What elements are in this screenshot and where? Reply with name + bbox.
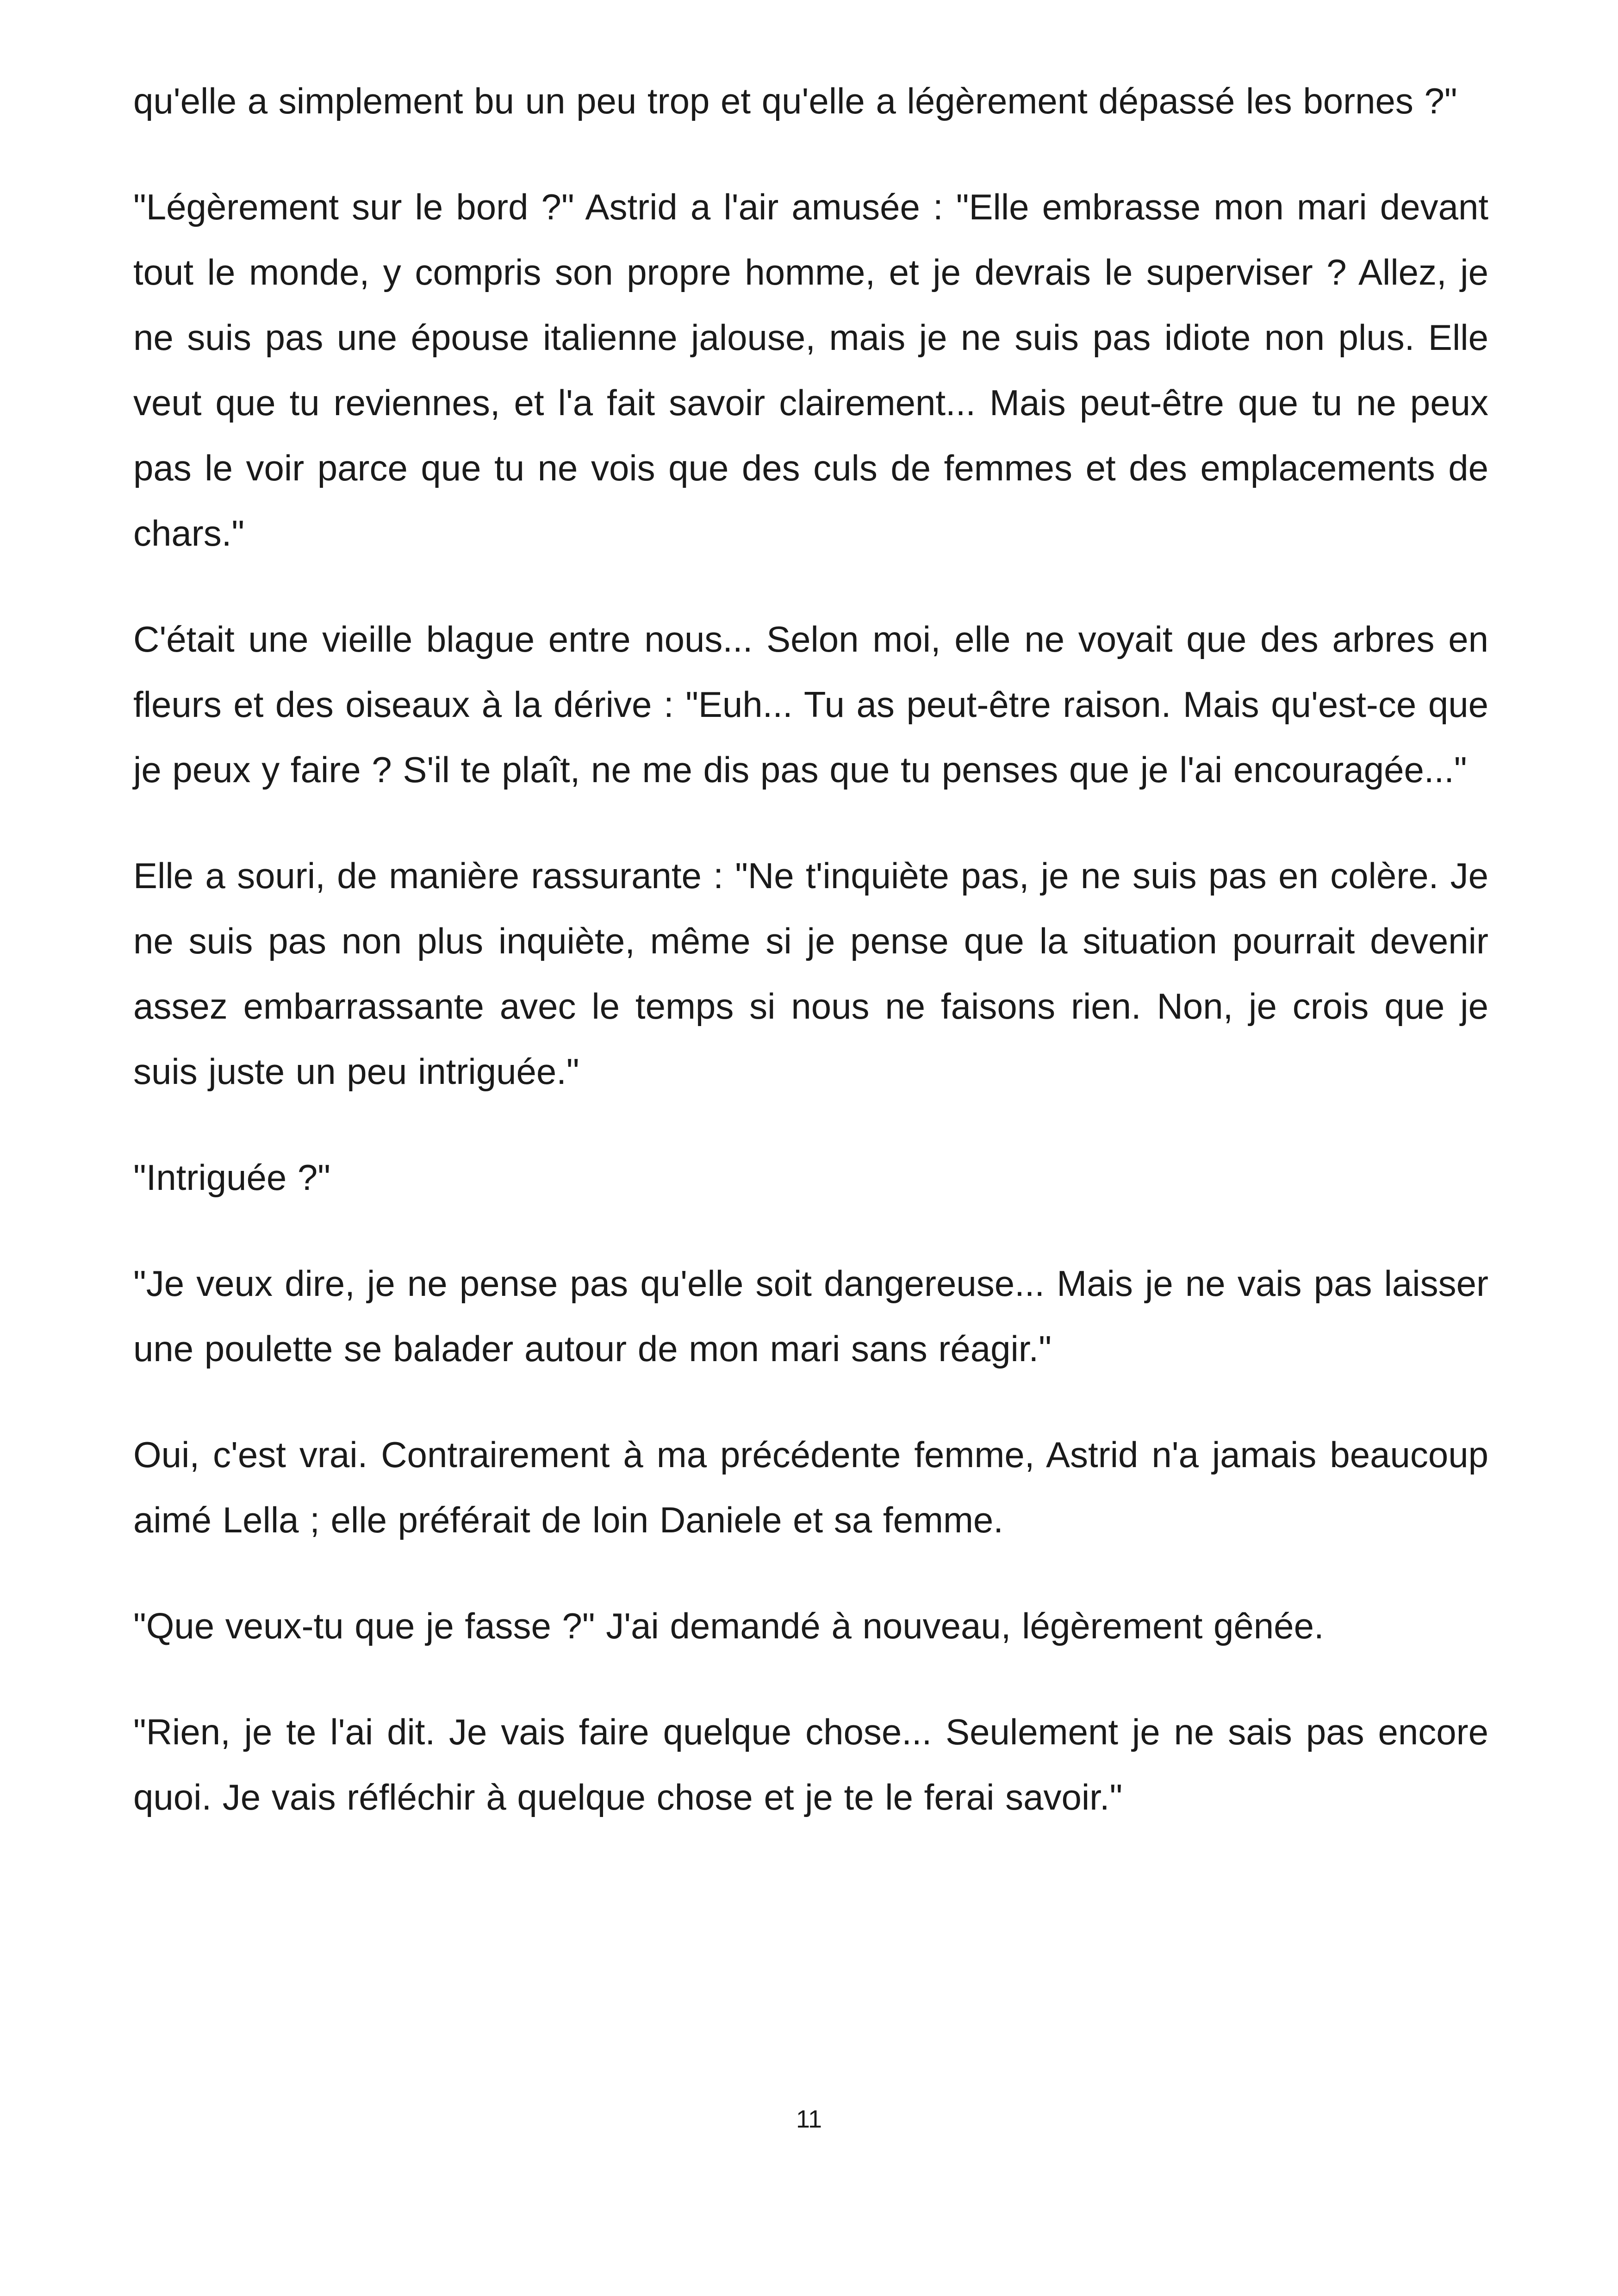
body-text	[133, 68, 1488, 1871]
paragraph: "Légèrement sur le bord ?" Astrid a l'air amusée : "Elle embrasse mon mari devant tout le monde, y compris son propre homme, et je devrais le superviser ? Allez, je ne suis pas une épouse italienne jalouse, mais je ne suis pas idiote non plus. Elle veut que tu reviennes, et l'a fait savoir clairement... Mais peut-être que tu ne peux pas le voir parce que tu ne vois que des culs de femmes et des emplacements de chars."	[133, 187, 1488, 554]
paragraph: Elle a souri, de manière rassurante : "Ne t'inquiète pas, je ne suis pas en colère. Je ne suis pas non plus inquiète, même si je pense que la situation pourrait devenir assez embarrassante avec le temps si nous ne faisons rien. Non, je crois que je suis juste un peu intriguée."	[133, 855, 1488, 1092]
paragraph: "Je veux dire, je ne pense pas qu'elle soit dangereuse... Mais je ne vais pas laisser une poulette se balader autour de mon mari sans réagir."	[133, 1263, 1488, 1369]
paragraph: "Intriguée ?"	[133, 1157, 330, 1198]
paragraph: Oui, c'est vrai. Contrairement à ma précédente femme, Astrid n'a jamais beaucoup aimé Lella ; elle préférait de loin Daniele et sa femme.	[133, 1434, 1488, 1540]
paragraph: qu'elle a simplement bu un peu trop et qu'elle a légèrement dépassé les bornes ?"	[133, 81, 1457, 121]
page-number: 11	[796, 2105, 822, 2133]
paragraph: "Rien, je te l'ai dit. Je vais faire quelque chose... Seulement je ne sais pas encore quoi. Je vais réfléchir à quelque chose et je te le ferai savoir."	[133, 1711, 1488, 1817]
paragraph: C'était une vieille blague entre nous... Selon moi, elle ne voyait que des arbres en fleurs et des oiseaux à la dérive : "Euh... Tu as peut-être raison. Mais qu'est-ce que je peux y faire ? S'il te plaît, ne me dis pas que tu penses que je l'ai encouragée..."	[133, 619, 1488, 790]
paragraph: "Que veux-tu que je fasse ?" J'ai demandé à nouveau, légèrement gênée.	[133, 1605, 1324, 1646]
